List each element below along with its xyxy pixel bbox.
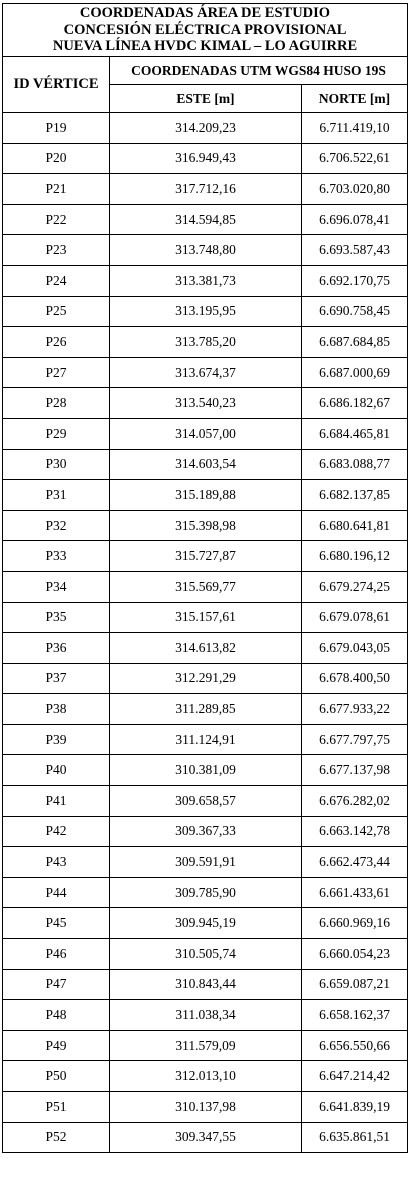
este-cell: 314.603,54 bbox=[110, 449, 302, 480]
table-row bbox=[3, 694, 408, 725]
norte-cell: 6.647.214,42 bbox=[302, 1061, 408, 1092]
vertex-id-cell: P42 bbox=[3, 816, 110, 847]
norte-cell: 6.686.182,67 bbox=[302, 388, 408, 419]
norte-cell: 6.706.522,61 bbox=[302, 143, 408, 174]
vertex-id-cell: P24 bbox=[3, 265, 110, 296]
title-line: CONCESIÓN ELÉCTRICA PROVISIONAL bbox=[63, 21, 347, 38]
vertex-id-cell: P20 bbox=[3, 143, 110, 174]
vertex-id-cell: P39 bbox=[3, 724, 110, 755]
este-cell: 313.674,37 bbox=[110, 357, 302, 388]
este-cell: 315.398,98 bbox=[110, 510, 302, 541]
norte-cell: 6.677.933,22 bbox=[302, 694, 408, 725]
vertex-id-cell: P26 bbox=[3, 327, 110, 358]
este-cell: 313.748,80 bbox=[110, 235, 302, 266]
norte-cell: 6.687.684,85 bbox=[302, 327, 408, 358]
norte-cell: 6.682.137,85 bbox=[302, 480, 408, 511]
norte-cell: 6.659.087,21 bbox=[302, 969, 408, 1000]
table-row bbox=[3, 174, 408, 205]
este-cell: 309.591,91 bbox=[110, 847, 302, 878]
vertex-id-cell: P40 bbox=[3, 755, 110, 786]
title-line: COORDENADAS ÁREA DE ESTUDIO bbox=[79, 5, 331, 22]
este-cell: 316.949,43 bbox=[110, 143, 302, 174]
table-row bbox=[3, 388, 408, 419]
norte-cell: 6.662.473,44 bbox=[302, 847, 408, 878]
este-cell: 310.843,44 bbox=[110, 969, 302, 1000]
este-cell: 315.569,77 bbox=[110, 571, 302, 602]
vertex-id-cell: P52 bbox=[3, 1122, 110, 1153]
este-cell: 310.505,74 bbox=[110, 939, 302, 970]
vertex-id-cell: P34 bbox=[3, 571, 110, 602]
title-line: NUEVA LÍNEA HVDC KIMAL – LO AGUIRRE bbox=[52, 38, 358, 55]
norte-cell: 6.683.088,77 bbox=[302, 449, 408, 480]
este-cell: 309.658,57 bbox=[110, 786, 302, 817]
table-row bbox=[3, 786, 408, 817]
table-row bbox=[3, 1061, 408, 1092]
vertex-id-cell: P25 bbox=[3, 296, 110, 327]
table-row bbox=[3, 1122, 408, 1153]
table-row bbox=[3, 265, 408, 296]
norte-cell: 6.676.282,02 bbox=[302, 786, 408, 817]
document-page bbox=[2, 3, 407, 1153]
vertex-id-cell: P27 bbox=[3, 357, 110, 388]
norte-cell: 6.660.054,23 bbox=[302, 939, 408, 970]
este-cell: 311.289,85 bbox=[110, 694, 302, 725]
este-cell: 315.189,88 bbox=[110, 480, 302, 511]
vertex-id-cell: P23 bbox=[3, 235, 110, 266]
table-row bbox=[3, 724, 408, 755]
norte-cell: 6.678.400,50 bbox=[302, 663, 408, 694]
vertex-id-cell: P31 bbox=[3, 480, 110, 511]
este-cell: 313.785,20 bbox=[110, 327, 302, 358]
este-cell: 313.381,73 bbox=[110, 265, 302, 296]
table-row bbox=[3, 663, 408, 694]
este-cell: 309.785,90 bbox=[110, 877, 302, 908]
vertex-id-cell: P49 bbox=[3, 1030, 110, 1061]
table-row bbox=[3, 816, 408, 847]
utm-coordinates-header: COORDENADAS UTM WGS84 HUSO 19S bbox=[110, 57, 408, 85]
table-row bbox=[3, 969, 408, 1000]
este-cell: 310.137,98 bbox=[110, 1092, 302, 1123]
este-cell: 317.712,16 bbox=[110, 174, 302, 205]
norte-cell: 6.641.839,19 bbox=[302, 1092, 408, 1123]
este-cell: 314.057,00 bbox=[110, 418, 302, 449]
este-cell: 310.381,09 bbox=[110, 755, 302, 786]
este-cell: 311.579,09 bbox=[110, 1030, 302, 1061]
table-row bbox=[3, 510, 408, 541]
table-title bbox=[3, 4, 408, 57]
table-row bbox=[3, 418, 408, 449]
table-row bbox=[3, 296, 408, 327]
table-row bbox=[3, 755, 408, 786]
table-row bbox=[3, 1092, 408, 1123]
este-cell: 313.195,95 bbox=[110, 296, 302, 327]
norte-cell: 6.680.641,81 bbox=[302, 510, 408, 541]
table-row bbox=[3, 143, 408, 174]
norte-cell: 6.696.078,41 bbox=[302, 204, 408, 235]
este-cell: 314.209,23 bbox=[110, 113, 302, 144]
table-row bbox=[3, 908, 408, 939]
table-row bbox=[3, 571, 408, 602]
vertex-id-cell: P47 bbox=[3, 969, 110, 1000]
table-header bbox=[3, 4, 408, 113]
este-cell: 313.540,23 bbox=[110, 388, 302, 419]
norte-header: NORTE [m] bbox=[302, 85, 408, 113]
norte-cell: 6.703.020,80 bbox=[302, 174, 408, 205]
coordinates-table bbox=[2, 3, 408, 1153]
vertex-id-cell: P50 bbox=[3, 1061, 110, 1092]
vertex-id-cell: P22 bbox=[3, 204, 110, 235]
table-row bbox=[3, 877, 408, 908]
table-row bbox=[3, 449, 408, 480]
vertex-id-cell: P46 bbox=[3, 939, 110, 970]
este-cell: 309.945,19 bbox=[110, 908, 302, 939]
table-row bbox=[3, 847, 408, 878]
norte-cell: 6.692.170,75 bbox=[302, 265, 408, 296]
vertex-id-cell: P45 bbox=[3, 908, 110, 939]
norte-cell: 6.679.274,25 bbox=[302, 571, 408, 602]
vertex-id-cell: P36 bbox=[3, 633, 110, 664]
este-cell: 311.124,91 bbox=[110, 724, 302, 755]
table-row bbox=[3, 480, 408, 511]
vertex-id-cell: P44 bbox=[3, 877, 110, 908]
vertex-id-cell: P35 bbox=[3, 602, 110, 633]
table-row bbox=[3, 602, 408, 633]
norte-cell: 6.635.861,51 bbox=[302, 1122, 408, 1153]
este-cell: 314.594,85 bbox=[110, 204, 302, 235]
table-row bbox=[3, 541, 408, 572]
table-row bbox=[3, 113, 408, 144]
vertex-id-cell: P21 bbox=[3, 174, 110, 205]
table-row bbox=[3, 327, 408, 358]
norte-cell: 6.687.000,69 bbox=[302, 357, 408, 388]
norte-cell: 6.679.043,05 bbox=[302, 633, 408, 664]
norte-cell: 6.693.587,43 bbox=[302, 235, 408, 266]
vertex-id-cell: P48 bbox=[3, 1000, 110, 1031]
norte-cell: 6.677.137,98 bbox=[302, 755, 408, 786]
este-cell: 312.013,10 bbox=[110, 1061, 302, 1092]
vertex-id-cell: P51 bbox=[3, 1092, 110, 1123]
este-header: ESTE [m] bbox=[110, 85, 302, 113]
table-row bbox=[3, 235, 408, 266]
vertex-id-cell: P43 bbox=[3, 847, 110, 878]
table-row bbox=[3, 1030, 408, 1061]
norte-cell: 6.661.433,61 bbox=[302, 877, 408, 908]
norte-cell: 6.656.550,66 bbox=[302, 1030, 408, 1061]
table-body bbox=[3, 113, 408, 1153]
norte-cell: 6.677.797,75 bbox=[302, 724, 408, 755]
este-cell: 312.291,29 bbox=[110, 663, 302, 694]
este-cell: 315.727,87 bbox=[110, 541, 302, 572]
vertex-id-cell: P33 bbox=[3, 541, 110, 572]
vertex-id-cell: P32 bbox=[3, 510, 110, 541]
table-row bbox=[3, 357, 408, 388]
norte-cell: 6.663.142,78 bbox=[302, 816, 408, 847]
norte-cell: 6.679.078,61 bbox=[302, 602, 408, 633]
vertex-id-cell: P19 bbox=[3, 113, 110, 144]
norte-cell: 6.660.969,16 bbox=[302, 908, 408, 939]
norte-cell: 6.690.758,45 bbox=[302, 296, 408, 327]
este-cell: 309.367,33 bbox=[110, 816, 302, 847]
table-row bbox=[3, 1000, 408, 1031]
este-cell: 311.038,34 bbox=[110, 1000, 302, 1031]
norte-cell: 6.658.162,37 bbox=[302, 1000, 408, 1031]
vertex-id-cell: P28 bbox=[3, 388, 110, 419]
vertex-id-cell: P37 bbox=[3, 663, 110, 694]
este-cell: 315.157,61 bbox=[110, 602, 302, 633]
vertex-id-cell: P41 bbox=[3, 786, 110, 817]
norte-cell: 6.711.419,10 bbox=[302, 113, 408, 144]
vertex-id-cell: P38 bbox=[3, 694, 110, 725]
norte-cell: 6.684.465,81 bbox=[302, 418, 408, 449]
este-cell: 314.613,82 bbox=[110, 633, 302, 664]
vertex-id-cell: P30 bbox=[3, 449, 110, 480]
table-row bbox=[3, 939, 408, 970]
table-row bbox=[3, 633, 408, 664]
id-vertice-header: ID VÉRTICE bbox=[3, 57, 110, 113]
norte-cell: 6.680.196,12 bbox=[302, 541, 408, 572]
este-cell: 309.347,55 bbox=[110, 1122, 302, 1153]
vertex-id-cell: P29 bbox=[3, 418, 110, 449]
table-row bbox=[3, 204, 408, 235]
